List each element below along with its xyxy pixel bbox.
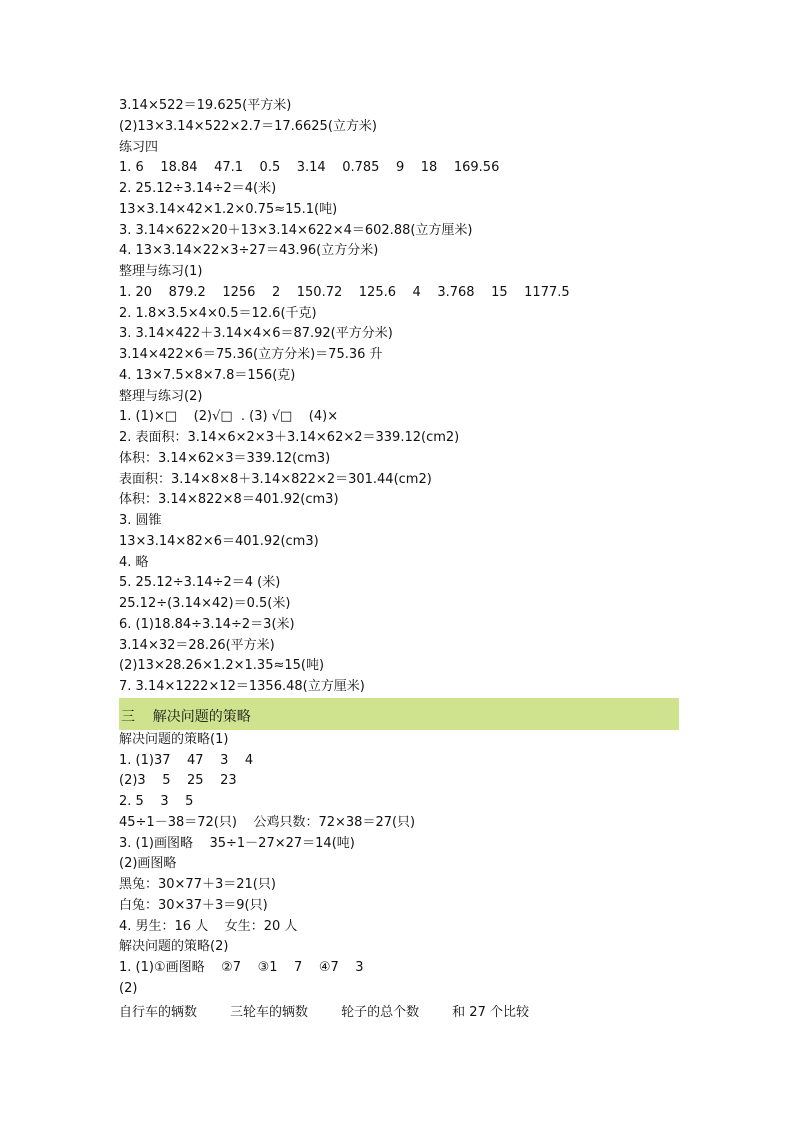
- text-line: 1. 20 879.2 1256 2 150.72 125.6 4 3.768 15 1177.5: [119, 284, 570, 300]
- text-line: 4. 13×7.5×8×7.8＝156(克): [119, 367, 296, 383]
- text-line: (2)3 5 25 23: [119, 773, 237, 789]
- section-heading: 整理与练习(2): [119, 388, 203, 404]
- text-line: 1. (1)37 47 3 4: [119, 752, 254, 768]
- section-heading: 解决问题的策略(1): [119, 731, 229, 747]
- text-line: 7. 3.14×1222×12＝1356.48(立方厘米): [119, 679, 365, 694]
- text-line: 2. 5 3 5: [119, 794, 194, 809]
- text-line: (2)画图略: [119, 856, 177, 872]
- section-heading: 整理与练习(1): [119, 264, 203, 279]
- answer-sheet: [119, 96, 679, 1026]
- text-line: (2): [119, 980, 138, 996]
- section-heading: 解决问题的策略(2): [119, 939, 229, 955]
- text-line: 1. (1)①画图略 ②7 ③1 7 ④7 3: [119, 960, 364, 975]
- text-line: 4. 13×3.14×22×3÷27＝43.96(立方分米): [119, 243, 379, 259]
- text-line: 表面积：3.14×8×8＋3.14×822×2＝301.44(cm2): [119, 471, 432, 487]
- text-line: 白兔：30×37＋3＝9(只): [119, 897, 268, 913]
- text-line: 体积：3.14×822×8＝401.92(cm3): [119, 492, 339, 508]
- text-line: 体积：3.14×62×3＝339.12(cm3): [119, 450, 331, 466]
- table-header-row: 自行车的辆数 三轮车的辆数 轮子的总个数 和 27 个比较: [119, 1004, 529, 1020]
- text-line: 3.14×32＝28.26(平方米): [119, 637, 275, 653]
- text-line: 45÷1－38＝72(只) 公鸡只数：72×38＝27(只): [119, 814, 416, 830]
- text-line: 6. (1)18.84÷3.14÷2＝3(米): [119, 616, 295, 632]
- text-line: 2. 25.12÷3.14÷2＝4(米): [119, 181, 277, 196]
- text-line: 1. (1)×□ (2)√□ . (3) √□ (4)×: [119, 409, 339, 425]
- text-line: 13×3.14×82×6＝401.92(cm3): [119, 533, 319, 549]
- text-line: 2. 表面积：3.14×6×2×3＋3.14×62×2＝339.12(cm2): [119, 430, 460, 445]
- answer-block-top: [119, 96, 679, 698]
- text-line: 3.14×422×6＝75.36(立方分米)＝75.36 升: [119, 347, 383, 362]
- section-heading: 练习四: [119, 139, 159, 155]
- text-line: 2. 1.8×3.5×4×0.5＝12.6(千克): [119, 305, 317, 321]
- answer-block-bottom: [119, 730, 679, 1026]
- text-line: 4. 男生：16 人 女生：20 人: [119, 918, 298, 934]
- text-line: 13×3.14×42×1.2×0.75≈15.1(吨): [119, 201, 338, 217]
- chapter-banner: 三 解决问题的策略: [119, 698, 679, 730]
- text-line: 5. 25.12÷3.14÷2＝4 (米): [119, 575, 281, 591]
- text-line: 3. 圆锥: [119, 513, 162, 528]
- text-line: 1. 6 18.84 47.1 0.5 3.14 0.785 9 18 169.56: [119, 160, 500, 176]
- text-line: 3. 3.14×422＋3.14×4×6＝87.92(平方分米): [119, 326, 393, 342]
- text-line: 黑兔：30×77＋3＝21(只): [119, 877, 276, 892]
- text-line: 3. (1)画图略 35÷1－27×27＝14(吨): [119, 835, 355, 851]
- text-line: 25.12÷(3.14×42)＝0.5(米): [119, 596, 291, 611]
- text-line: (2)13×3.14×522×2.7＝17.6625(立方米): [119, 118, 377, 134]
- text-line: 4. 略: [119, 554, 149, 570]
- text-line: (2)13×28.26×1.2×1.35≈15(吨): [119, 658, 325, 674]
- text-line: 3.14×522＝19.625(平方米): [119, 98, 292, 113]
- text-line: 3. 3.14×622×20＋13×3.14×622×4＝602.88(立方厘米): [119, 222, 473, 238]
